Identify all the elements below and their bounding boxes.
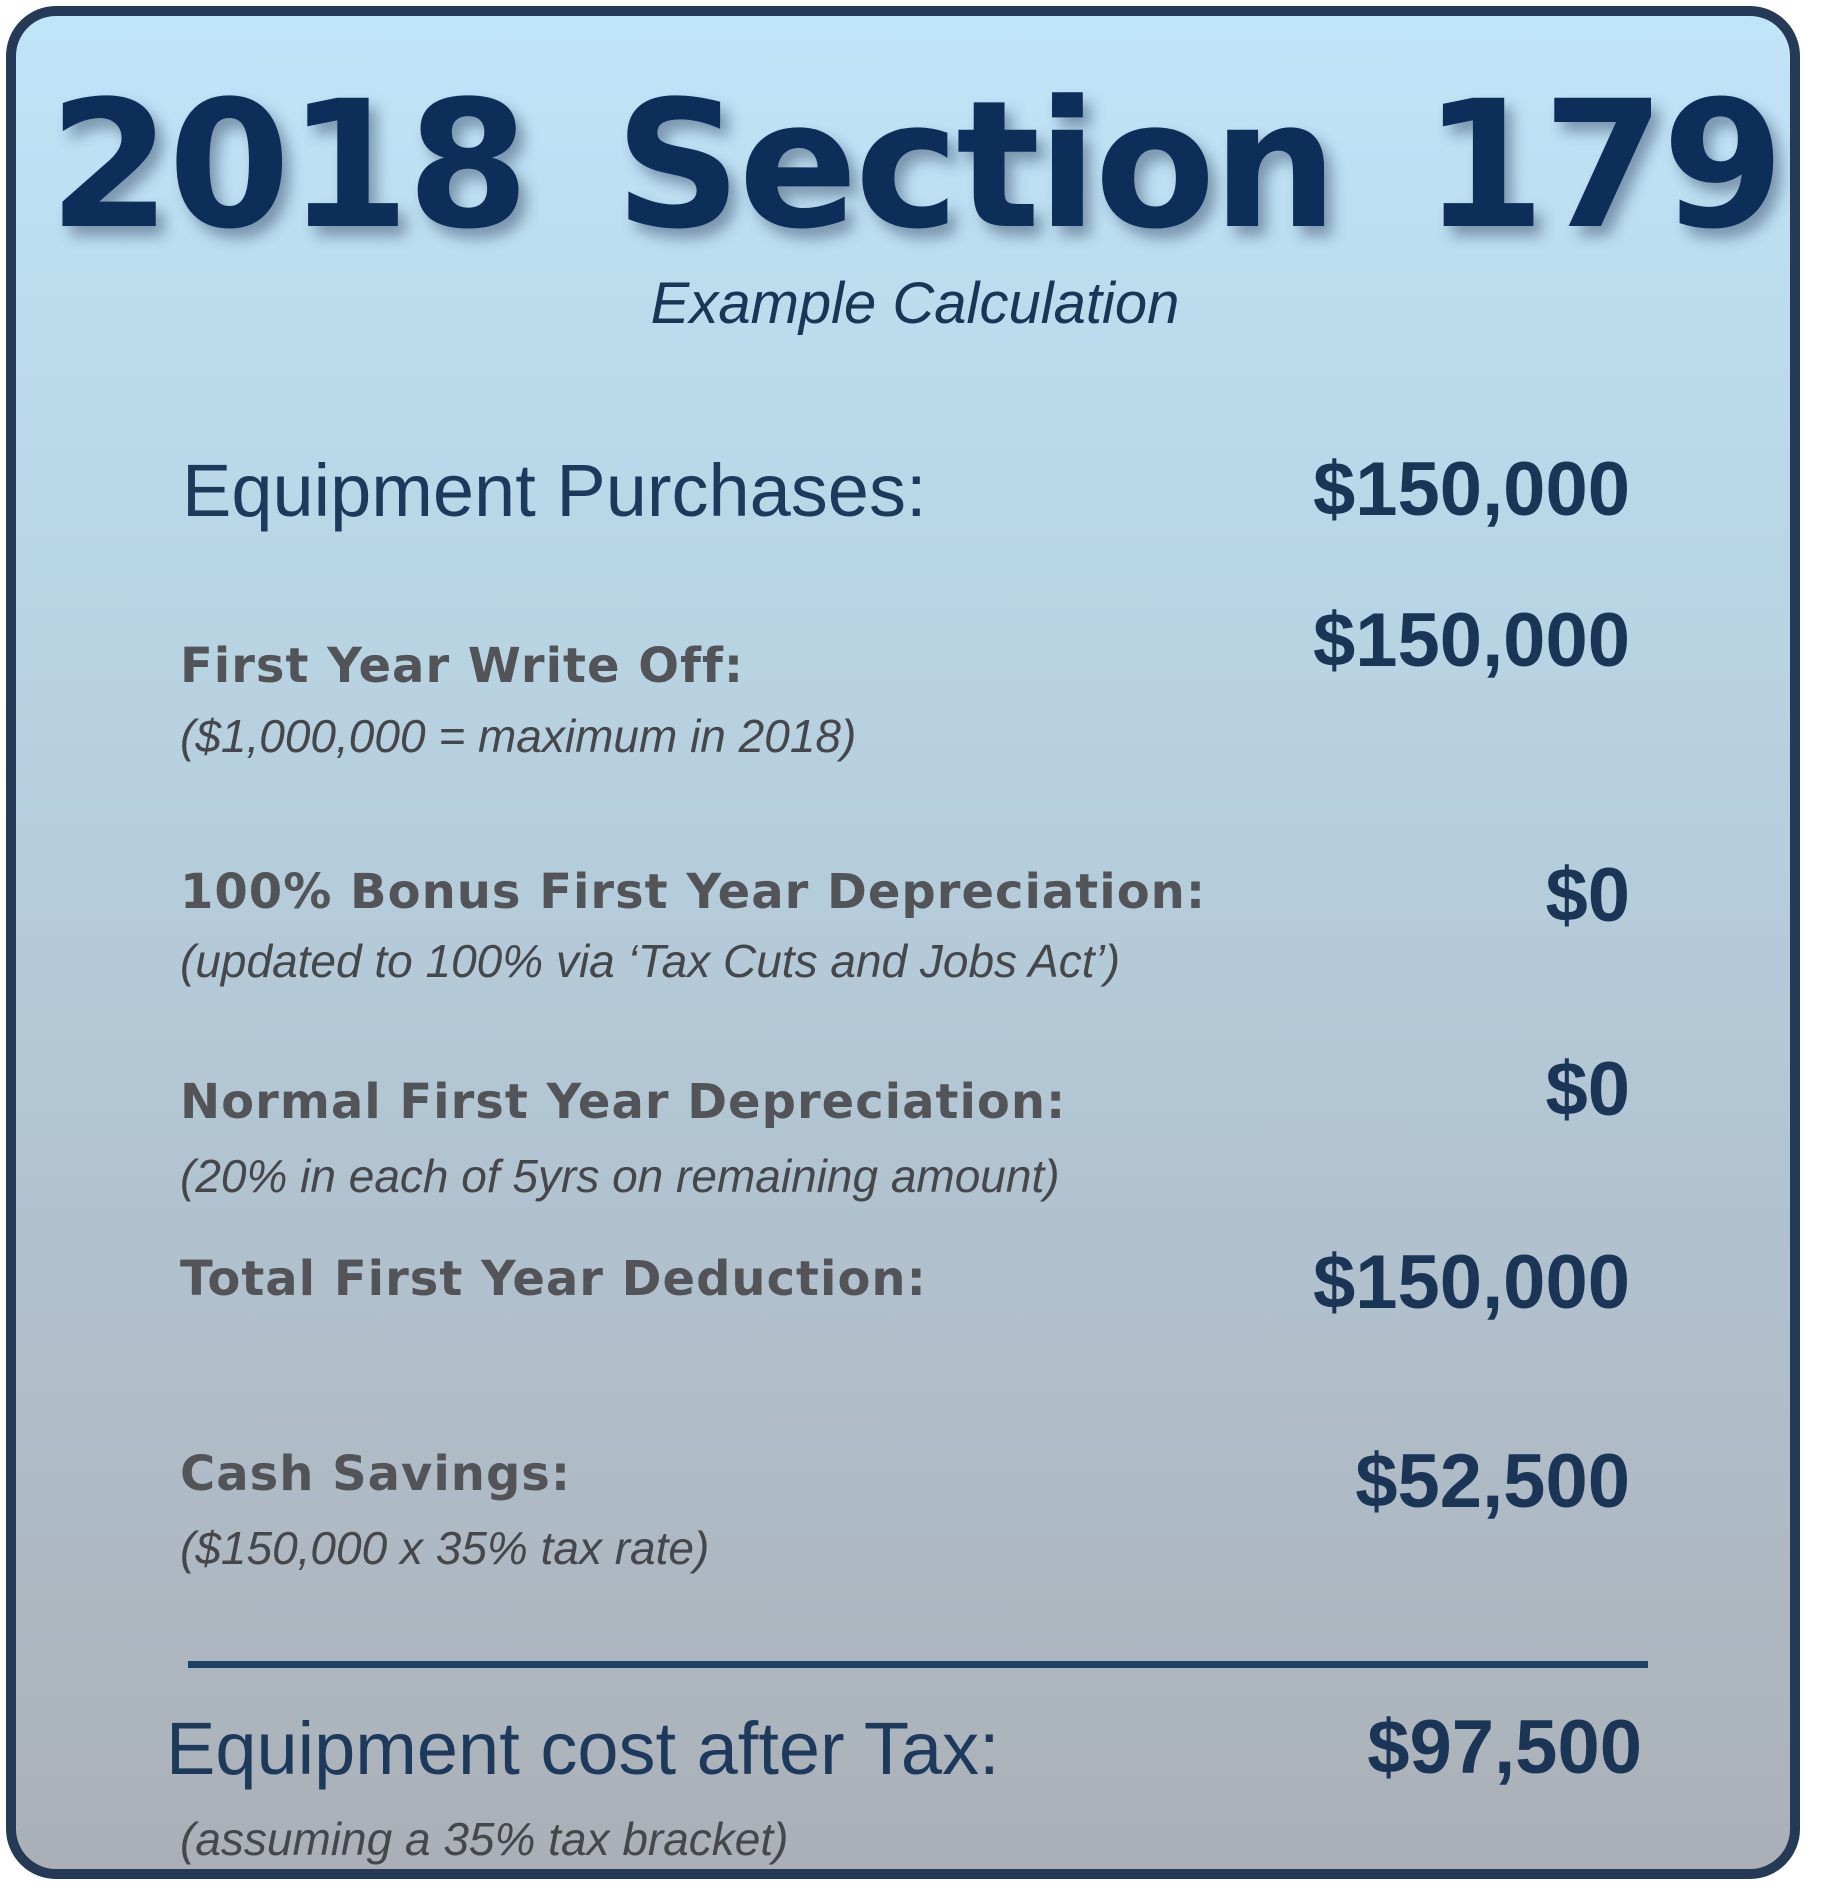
cost-after-tax-value: $97,500 [1367, 1705, 1642, 1790]
normal-depreciation-label: Normal First Year Depreciation: [180, 1074, 1067, 1130]
first-year-write-off-note: ($1,000,000 = maximum in 2018) [180, 710, 857, 762]
cash-savings-value: $52,500 [1355, 1439, 1630, 1524]
cash-savings-note: ($150,000 x 35% tax rate) [180, 1522, 710, 1574]
bonus-depreciation-value: $0 [1545, 853, 1630, 938]
equipment-purchases-label: Equipment Purchases: [182, 449, 927, 532]
first-year-write-off-value: $150,000 [1313, 598, 1630, 683]
equipment-purchases-value: $150,000 [1313, 447, 1630, 532]
bonus-depreciation-label: 100% Bonus First Year Depreciation: [180, 864, 1207, 920]
page-subtitle: Example Calculation [650, 271, 1180, 336]
total-deduction-label: Total First Year Deduction: [180, 1251, 927, 1307]
first-year-write-off-label: First Year Write Off: [180, 638, 745, 694]
total-divider [188, 1661, 1648, 1668]
cost-after-tax-note: (assuming a 35% tax bracket) [180, 1813, 789, 1865]
cash-savings-label: Cash Savings: [180, 1446, 572, 1502]
page-title: 2018 Section 179 [48, 63, 1782, 268]
total-deduction-value: $150,000 [1313, 1240, 1630, 1325]
bonus-depreciation-note: (updated to 100% via ‘Tax Cuts and Jobs Act’) [180, 935, 1121, 987]
normal-depreciation-note: (20% in each of 5yrs on remaining amount) [180, 1150, 1060, 1202]
cost-after-tax-label: Equipment cost after Tax: [166, 1707, 1000, 1790]
normal-depreciation-value: $0 [1545, 1047, 1630, 1132]
